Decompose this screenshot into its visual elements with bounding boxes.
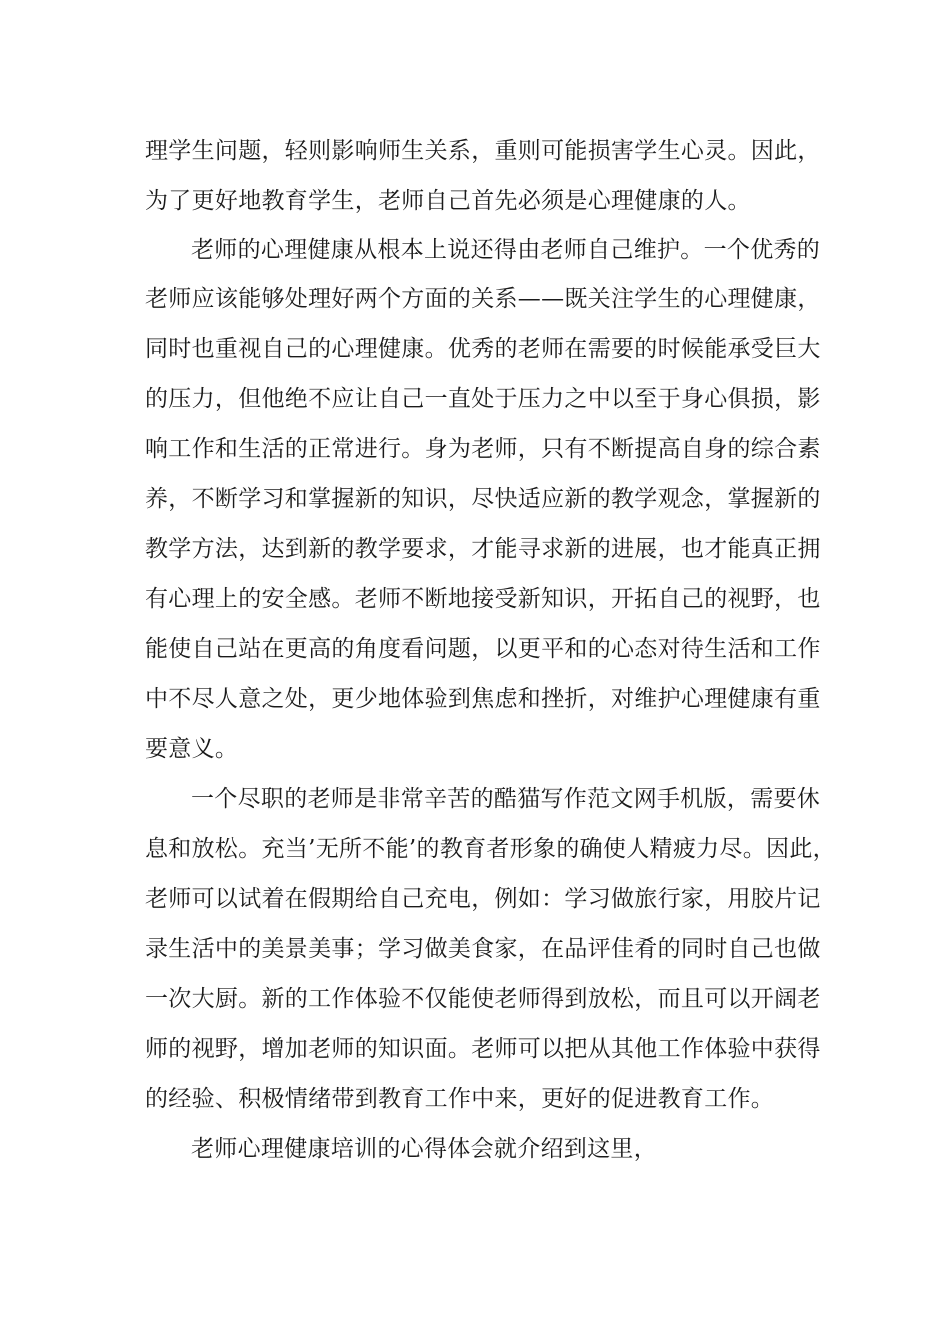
text-line: 理学生问题，轻则影响师生关系，重则可能损害学生心灵。因此， (145, 138, 821, 164)
text-line: 教学方法，达到新的教学要求，才能寻求新的进展，也才能真正拥 (145, 536, 821, 562)
text-line: 的经验、积极情绪带到教育工作中来，更好的促进教育工作。 (145, 1086, 775, 1112)
text-line: 中不尽人意之处，更少地体验到焦虑和挫折，对维护心理健康有重 (145, 686, 821, 712)
text-line: 一次大厨。新的工作体验不仅能使老师得到放松，而且可以开阔老 (145, 986, 821, 1012)
text-line: 老师应该能够处理好两个方面的关系——既关注学生的心理健康， (145, 286, 821, 312)
text-line: 同时也重视自己的心理健康。优秀的老师在需要的时候能承受巨大 (145, 336, 821, 362)
text-line: 能使自己站在更高的角度看问题，以更平和的心态对待生活和工作 (145, 636, 821, 662)
paragraph-first-line: 一个尽职的老师是非常辛苦的酷猫写作范文网手机版，需要休 (191, 786, 821, 812)
text-line: 录生活中的美景美事；学习做美食家，在品评佳肴的同时自己也做 (145, 936, 821, 962)
text-line: 的压力，但他绝不应让自己一直处于压力之中以至于身心俱损，影 (145, 386, 821, 412)
paragraph-first-line: 老师的心理健康从根本上说还得由老师自己维护。一个优秀的 (191, 237, 821, 263)
text-line: 有心理上的安全感。老师不断地接受新知识，开拓自己的视野，也 (145, 586, 821, 612)
text-line: 为了更好地教育学生，老师自己首先必须是心理健康的人。 (145, 188, 751, 214)
text-line: 响工作和生活的正常进行。身为老师，只有不断提高自身的综合素 (145, 436, 821, 462)
text-line: 息和放松。充当’无所不能’的教育者形象的确使人精疲力尽。因此， (145, 836, 836, 862)
text-line: 老师可以试着在假期给自己充电，例如：学习做旅行家，用胶片记 (145, 886, 821, 912)
text-line: 师的视野，增加老师的知识面。老师可以把从其他工作体验中获得 (145, 1036, 821, 1062)
text-line: 要意义。 (145, 736, 239, 762)
paragraph-first-line: 老师心理健康培训的心得体会就介绍到这里， (191, 1136, 657, 1162)
text-line: 养，不断学习和掌握新的知识，尽快适应新的教学观念，掌握新的 (145, 486, 821, 512)
